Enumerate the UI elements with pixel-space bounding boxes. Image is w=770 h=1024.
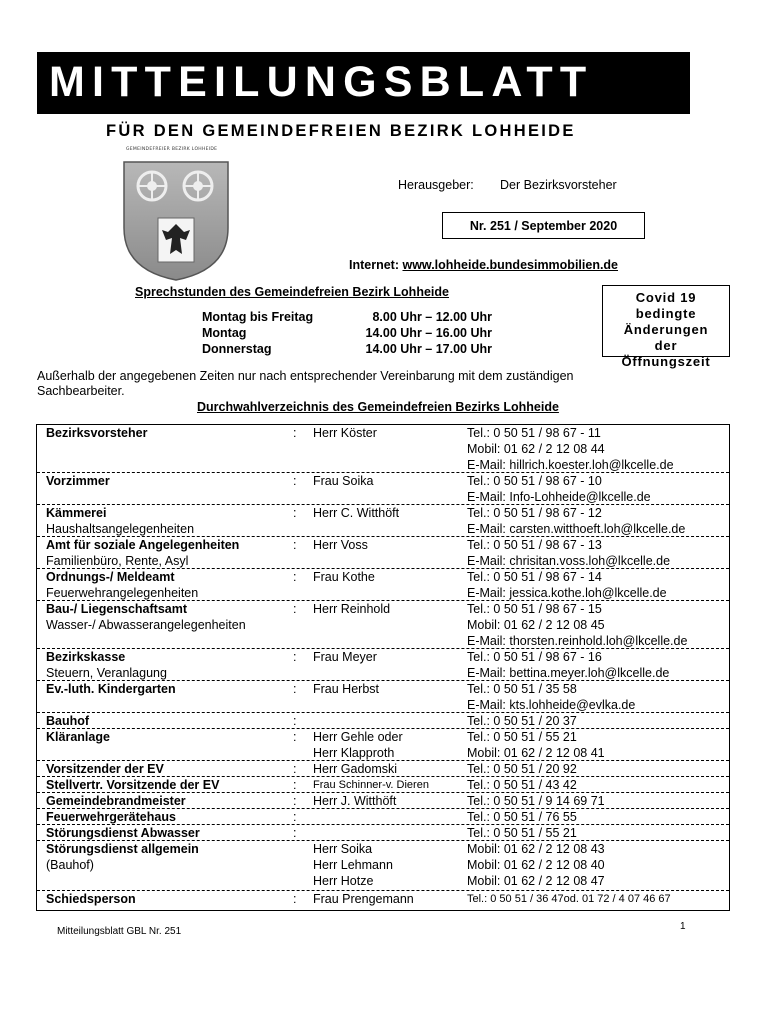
separator: : [293,602,297,616]
table-row [37,825,729,841]
separator: : [293,810,297,824]
internet-label: Internet: [349,258,399,272]
phone-number[interactable]: Tel.: 0 50 51 / 98 67 - 14 [467,570,602,584]
department-name: Störungsdienst Abwasser [46,826,200,840]
department-name: Feuerwehrgerätehaus [46,810,176,824]
table-row [37,729,729,761]
table-row [37,891,729,910]
email-link[interactable]: E-Mail: kts.lohheide@evlka.de [467,698,636,712]
contact-person: Herr Soika [313,842,373,856]
contact-person: Herr Köster [313,426,377,440]
department-detail: (Bauhof) [46,858,94,872]
separator: : [293,826,297,840]
separator: : [293,506,297,520]
contact-person: Herr Klapproth [313,746,395,760]
department-name: Kläranlage [46,730,110,744]
table-row [37,569,729,601]
table-row [37,505,729,537]
contact-person: Frau Herbst [313,682,379,696]
table-row [37,841,729,891]
contact-person: Frau Kothe [313,570,375,584]
department-name: Bauhof [46,714,90,728]
separator: : [293,682,297,696]
phone-number[interactable]: Tel.: 0 50 51 / 98 67 - 16 [467,650,602,664]
phone-number[interactable]: Tel.: 0 50 51 / 98 67 - 13 [467,538,602,552]
office-hours-title: Sprechstunden des Gemeindefreien Bezirk Lohheide [135,285,449,299]
department-name: Bau-/ Liegenschaftsamt [46,602,188,616]
covid-line: Öffnungszeit [621,354,711,369]
office-hours-time: 8.00 Uhr – 12.00 Uhr [372,310,492,324]
mobile-number[interactable]: Mobil: 01 62 / 2 12 08 41 [467,746,605,760]
phone-number[interactable]: Tel.: 0 50 51 / 9 14 69 71 [467,794,605,808]
mobile-number[interactable]: Mobil: 01 62 / 2 12 08 43 [467,842,605,856]
mobile-number[interactable]: Mobil: 01 62 / 2 12 08 45 [467,618,605,632]
contact-person: Herr Hotze [313,874,374,888]
department-name: Bezirkskasse [46,650,126,664]
department-name: Kämmerei [46,506,107,520]
contact-person: Herr Lehmann [313,858,393,872]
table-row [37,601,729,649]
table-row [37,777,729,793]
phone-number[interactable]: Tel.: 0 50 51 / 98 67 - 10 [467,474,602,488]
website-link[interactable]: www.lohheide.bundesimmobilien.de [402,258,619,272]
separator: : [293,570,297,584]
table-row [37,761,729,777]
covid-line: der [654,338,678,353]
office-hours-day: Donnerstag [202,342,272,356]
phone-number[interactable]: Tel.: 0 50 51 / 98 67 - 15 [467,602,602,616]
separator: : [293,778,297,792]
issue-number: Nr. 251 / September 2020 [442,212,645,239]
title-banner [37,52,690,114]
table-row [37,713,729,729]
separator: : [293,474,297,488]
separator: : [293,650,297,664]
department-name: Ordnungs-/ Meldeamt [46,570,175,584]
email-link[interactable]: E-Mail: chrisitan.voss.loh@lkcelle.de [467,554,671,568]
email-link[interactable]: E-Mail: hillrich.koester.loh@lkcelle.de [467,458,674,472]
department-name: Bezirksvorsteher [46,426,148,440]
contact-person: Herr C. Witthöft [313,506,400,520]
office-hours-day: Montag [202,326,247,340]
contact-person: Frau Meyer [313,650,377,664]
mobile-number[interactable]: Mobil: 01 62 / 2 12 08 47 [467,874,605,888]
separator: : [293,762,297,776]
department-name: Vorsitzender der EV [46,762,164,776]
directory-table [36,424,730,911]
separator: : [293,730,297,744]
department-detail: Steuern, Veranlagung [46,666,167,680]
department-detail: Familienbüro, Rente, Asyl [46,554,189,568]
banner-title: MITTEILUNGSBLATT [49,58,594,106]
department-name: Störungsdienst allgemein [46,842,199,856]
table-row [37,809,729,825]
mobile-number[interactable]: Mobil: 01 62 / 2 12 08 40 [467,858,605,872]
phone-number[interactable]: Tel.: 0 50 51 / 35 58 [467,682,577,696]
office-hours-time: 14.00 Uhr – 16.00 Uhr [365,326,492,340]
publisher-value: Der Bezirksvorsteher [500,178,617,192]
internet-line [349,258,618,272]
table-row [37,793,729,809]
table-row [37,537,729,569]
table-row [37,649,729,681]
subtitle: FÜR DEN GEMEINDEFREIEN BEZIRK LOHHEIDE [106,122,576,140]
footer-publication: Mitteilungsblatt GBL Nr. 251 [57,926,182,937]
covid-notice-box [602,285,730,369]
contact-person: Herr Gadomski [313,762,398,776]
office-hours-time: 14.00 Uhr – 17.00 Uhr [365,342,492,356]
office-hours-day: Montag bis Freitag [202,310,314,324]
covid-line: Änderungen [623,322,709,337]
page-number: 1 [680,921,686,932]
contact-person: Frau Schinner-v. Dieren [313,779,429,791]
department-detail: Feuerwehrangelegenheiten [46,586,199,600]
covid-line: bedingte [635,306,697,321]
department-name: Amt für soziale Angelegenheiten [46,538,240,552]
department-name: Vorzimmer [46,474,110,488]
phone-number[interactable]: Tel.: 0 50 51 / 20 92 [467,762,577,776]
department-name: Ev.-luth. Kindergarten [46,682,176,696]
appointment-note: Außerhalb der angegebenen Zeiten nur nach entsprechender Vereinbarung mit dem zuständigen Sachbearbeiter. [37,369,574,398]
phone-number[interactable]: Tel.: 0 50 51 / 76 55 [467,810,577,824]
table-row [37,681,729,713]
department-name: Schiedsperson [46,892,136,906]
covid-line: Covid 19 [635,290,697,305]
contact-person: Herr J. Witthöft [313,794,397,808]
email-link[interactable]: E-Mail: jessica.kothe.loh@lkcelle.de [467,586,667,600]
department-detail: Haushaltsangelegenheiten [46,522,195,536]
separator: : [293,714,297,728]
contact-person: Herr Gehle oder [313,730,403,744]
phone-number[interactable]: Tel.: 0 50 51 / 20 37 [467,714,577,728]
email-link[interactable]: E-Mail: thorsten.reinhold.loh@lkcelle.de [467,634,688,648]
mobile-number[interactable]: Mobil: 01 62 / 2 12 08 44 [467,442,605,456]
email-link[interactable]: E-Mail: Info-Lohheide@lkcelle.de [467,490,651,504]
department-name: Gemeindebrandmeister [46,794,186,808]
contact-person: Frau Soika [313,474,374,488]
table-row [37,425,729,473]
phone-number[interactable]: Tel.: 0 50 51 / 55 21 [467,826,577,840]
phone-number[interactable]: Tel.: 0 50 51 / 98 67 - 11 [467,426,601,440]
crest-caption: GEMEINDEFREIER BEZIRK LOHHEIDE [126,147,218,152]
coat-of-arms-icon [120,158,232,284]
table-row [37,473,729,505]
phone-number[interactable]: Tel.: 0 50 51 / 98 67 - 12 [467,506,602,520]
department-name: Stellvertr. Vorsitzende der EV [46,778,220,792]
phone-number[interactable]: Tel.: 0 50 51 / 36 47od. 01 72 / 4 07 46 67 [467,893,671,905]
contact-person: Frau Prengemann [313,892,414,906]
publisher-label: Herausgeber: [398,178,474,192]
directory-title: Durchwahlverzeichnis des Gemeindefreien Bezirks Lohheide [197,400,559,414]
phone-number[interactable]: Tel.: 0 50 51 / 55 21 [467,730,577,744]
contact-person: Herr Reinhold [313,602,391,616]
email-link[interactable]: E-Mail: bettina.meyer.loh@lkcelle.de [467,666,670,680]
separator: : [293,426,297,440]
contact-person: Herr Voss [313,538,368,552]
separator: : [293,892,297,906]
phone-number[interactable]: Tel.: 0 50 51 / 43 42 [467,778,577,792]
separator: : [293,538,297,552]
department-detail: Wasser-/ Abwasserangelegenheiten [46,618,246,632]
separator: : [293,794,297,808]
email-link[interactable]: E-Mail: carsten.witthoeft.loh@lkcelle.de [467,522,686,536]
